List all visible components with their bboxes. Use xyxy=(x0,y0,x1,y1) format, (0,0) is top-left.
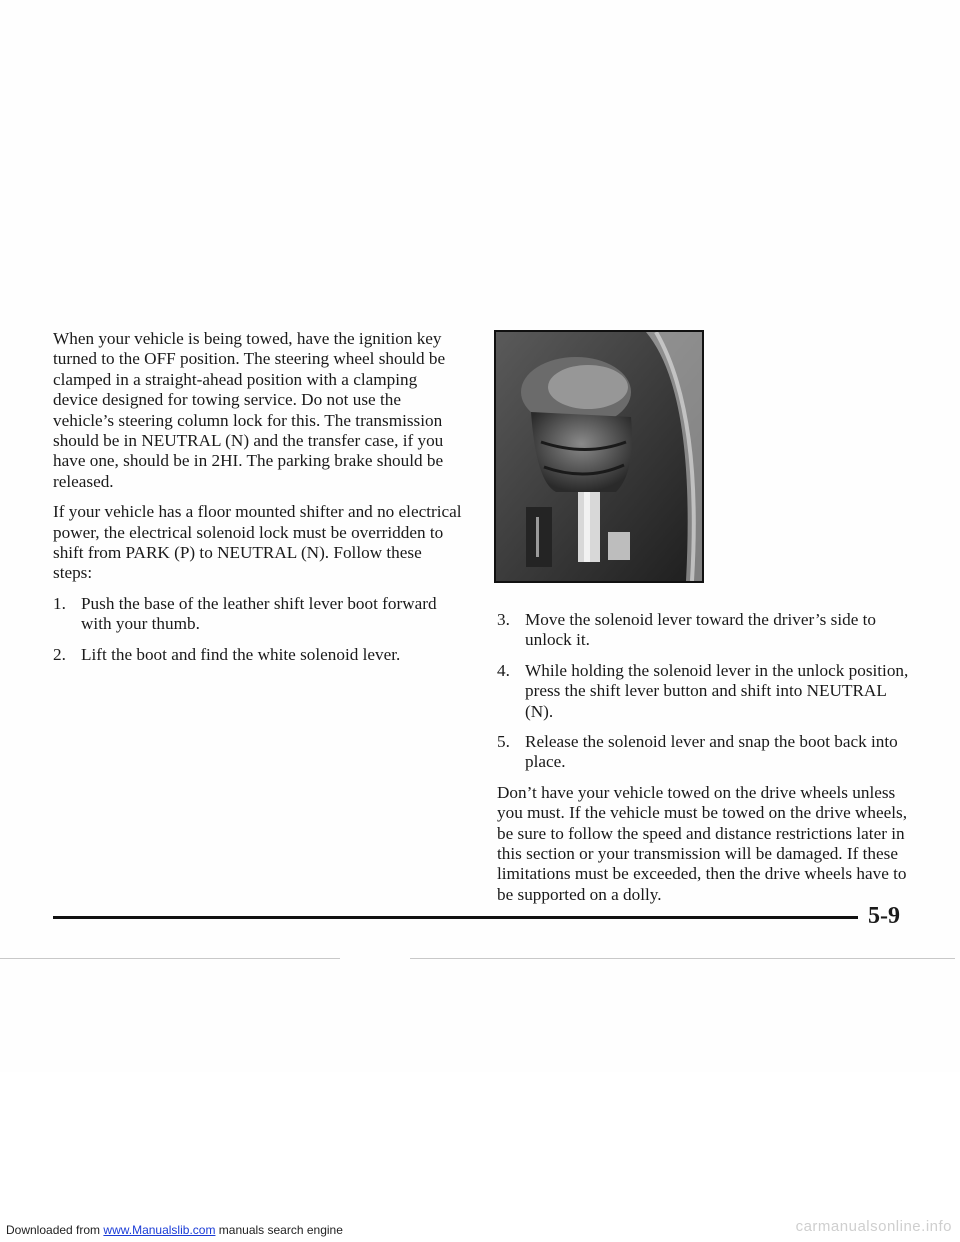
left-column xyxy=(53,329,463,675)
step-number: 3. xyxy=(497,610,510,629)
step-number: 4. xyxy=(497,660,510,680)
towing-paragraph: When your vehicle is being towed, have the ignition key turned to the OFF position. The steering wheel should be clamped in a straight-ahead position with a clamping device designed for towing service. Do not use the vehicle’s steering column lock for this. The transmission should be in NEUTRAL (N) and the transfer case, if you have one, should be in 2HI. The parking brake should be released. xyxy=(53,329,446,491)
step-text: Move the solenoid lever toward the driver’s side to unlock it. xyxy=(525,610,876,650)
page-bottom-margin xyxy=(0,1072,960,1242)
scan-artifact-line xyxy=(0,958,340,959)
drive-wheels-paragraph: Don’t have your vehicle towed on the drive wheels unless you must. If the vehicle must be towed on the drive wheels, be sure to follow the speed and distance restrictions later in this section or your transmission will be damaged. If these limitations must be exceeded, then the drive wheels have to be supported on a dolly. xyxy=(497,782,908,904)
step-item xyxy=(497,610,917,651)
manualslib-link[interactable]: www.Manualslib.com xyxy=(103,1223,216,1237)
right-column xyxy=(497,610,917,915)
step-item xyxy=(497,732,917,773)
scan-artifact-line xyxy=(410,958,955,959)
page-number: 5-9 xyxy=(868,903,900,929)
steps-list-left xyxy=(53,594,463,665)
step-text: Push the base of the leather shift lever boot forward with your thumb. xyxy=(81,593,437,634)
credit-prefix: Downloaded from xyxy=(6,1223,101,1237)
step-number: 5. xyxy=(497,732,510,752)
watermark-text: carmanualsonline.info xyxy=(795,1218,952,1235)
step-number: 1. xyxy=(53,593,66,613)
step-number: 2. xyxy=(53,644,66,664)
step-item xyxy=(53,645,463,665)
shift-lever-photo xyxy=(494,330,704,583)
step-text: While holding the solenoid lever in the unlock position, press the shift lever button and shift into NEUTRAL (N). xyxy=(525,660,909,721)
download-credit xyxy=(6,1223,343,1237)
shift-lever-illustration xyxy=(496,332,702,581)
footer-rule xyxy=(53,916,858,919)
step-text: Lift the boot and find the white solenoid lever. xyxy=(81,644,401,664)
floor-shifter-paragraph: If your vehicle has a floor mounted shifter and no electrical power, the electrical solenoid lock must be overridden to shift from PARK (P) to NEUTRAL (N). Follow these steps: xyxy=(53,502,462,583)
credit-suffix: manuals search engine xyxy=(218,1223,343,1237)
step-text: Release the solenoid lever and snap the boot back into place. xyxy=(525,732,898,772)
steps-list-right xyxy=(497,610,917,773)
step-item xyxy=(53,594,463,635)
step-item xyxy=(497,661,917,722)
